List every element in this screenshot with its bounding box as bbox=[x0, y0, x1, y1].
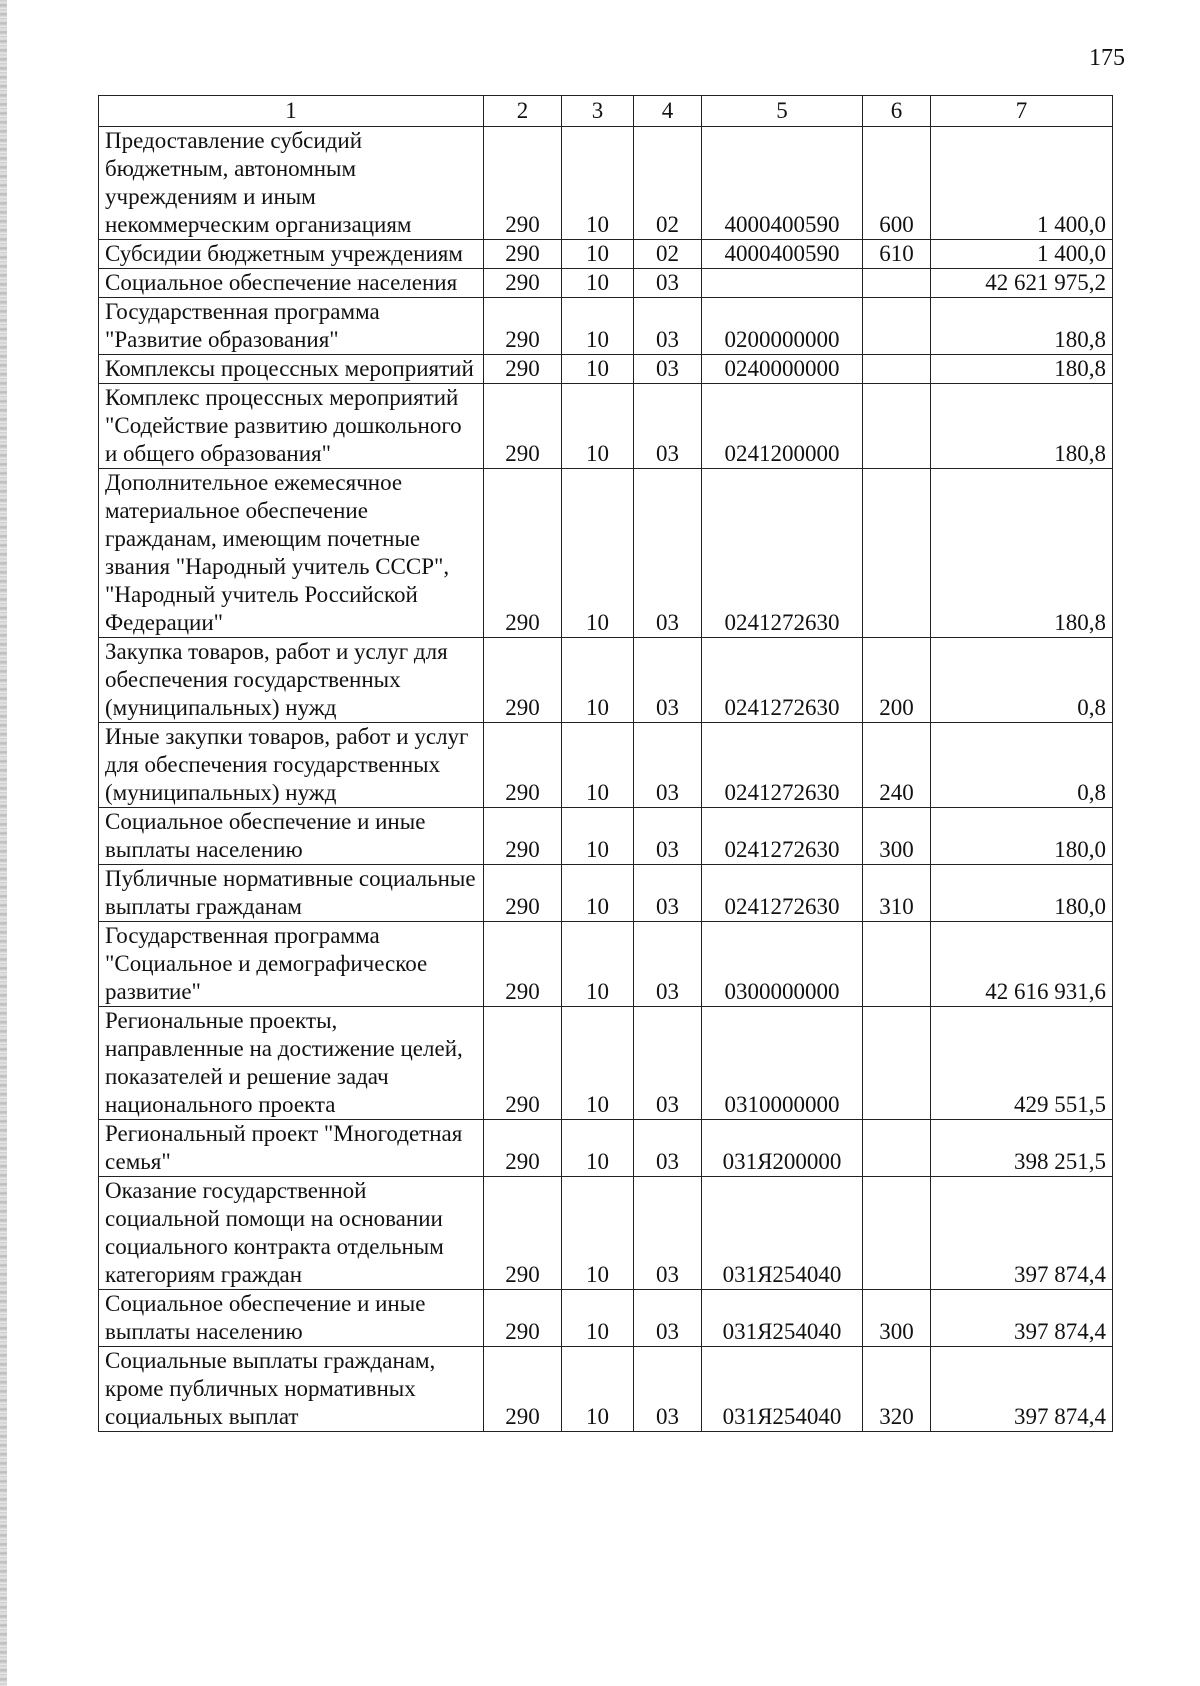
row-code-4-cell: 03 bbox=[634, 865, 702, 922]
row-name-cell: Государственная программа "Социальное и демографическое развитие" bbox=[99, 922, 484, 1007]
row-code-5-cell: 0200000000 bbox=[702, 298, 863, 355]
row-amount-cell: 0,8 bbox=[931, 723, 1113, 808]
table-row bbox=[99, 1120, 1113, 1177]
scan-edge-artifact bbox=[0, 0, 7, 1686]
row-code-3-cell: 10 bbox=[562, 1007, 634, 1120]
table-row bbox=[99, 723, 1113, 808]
row-code-4-cell: 03 bbox=[634, 1007, 702, 1120]
row-code-2-cell: 290 bbox=[484, 469, 562, 638]
table-row bbox=[99, 1347, 1113, 1432]
row-code-3-cell: 10 bbox=[562, 865, 634, 922]
header-col-4: 4 bbox=[634, 96, 702, 127]
row-code-6-cell: 610 bbox=[863, 240, 931, 269]
row-name-cell: Закупка товаров, работ и услуг для обеспечения государственных (муниципальных) нужд bbox=[99, 638, 484, 723]
table-body bbox=[99, 127, 1113, 1432]
row-code-4-cell: 03 bbox=[634, 469, 702, 638]
row-code-5-cell: 031Я254040 bbox=[702, 1347, 863, 1432]
row-code-6-cell bbox=[863, 1007, 931, 1120]
row-code-4-cell: 03 bbox=[634, 269, 702, 298]
row-code-6-cell: 310 bbox=[863, 865, 931, 922]
row-code-5-cell: 031Я254040 bbox=[702, 1177, 863, 1290]
row-name-cell: Иные закупки товаров, работ и услуг для обеспечения государственных (муниципальных) нужд bbox=[99, 723, 484, 808]
row-amount-cell: 180,8 bbox=[931, 355, 1113, 384]
row-code-2-cell: 290 bbox=[484, 240, 562, 269]
row-code-2-cell: 290 bbox=[484, 355, 562, 384]
row-code-5-cell: 4000400590 bbox=[702, 127, 863, 240]
row-amount-cell: 180,8 bbox=[931, 384, 1113, 469]
table-row bbox=[99, 1007, 1113, 1120]
table-row bbox=[99, 865, 1113, 922]
row-code-5-cell: 0240000000 bbox=[702, 355, 863, 384]
row-amount-cell: 397 874,4 bbox=[931, 1177, 1113, 1290]
row-code-6-cell: 200 bbox=[863, 638, 931, 723]
table-row bbox=[99, 298, 1113, 355]
row-code-3-cell: 10 bbox=[562, 1347, 634, 1432]
row-name-cell: Социальное обеспечение и иные выплаты населению bbox=[99, 1290, 484, 1347]
row-code-6-cell: 240 bbox=[863, 723, 931, 808]
row-amount-cell: 429 551,5 bbox=[931, 1007, 1113, 1120]
row-code-6-cell: 300 bbox=[863, 808, 931, 865]
row-code-3-cell: 10 bbox=[562, 808, 634, 865]
row-code-3-cell: 10 bbox=[562, 1177, 634, 1290]
page-number: 175 bbox=[1089, 45, 1125, 71]
header-col-6: 6 bbox=[863, 96, 931, 127]
row-code-5-cell: 0241272630 bbox=[702, 808, 863, 865]
row-code-4-cell: 03 bbox=[634, 1120, 702, 1177]
row-code-3-cell: 10 bbox=[562, 1290, 634, 1347]
row-code-3-cell: 10 bbox=[562, 723, 634, 808]
row-code-3-cell: 10 bbox=[562, 269, 634, 298]
row-name-cell: Социальные выплаты гражданам, кроме публичных нормативных социальных выплат bbox=[99, 1347, 484, 1432]
row-code-3-cell: 10 bbox=[562, 1120, 634, 1177]
row-amount-cell: 398 251,5 bbox=[931, 1120, 1113, 1177]
row-amount-cell: 397 874,4 bbox=[931, 1290, 1113, 1347]
row-code-4-cell: 03 bbox=[634, 922, 702, 1007]
row-code-5-cell: 0241200000 bbox=[702, 384, 863, 469]
row-code-5-cell: 0241272630 bbox=[702, 638, 863, 723]
row-code-2-cell: 290 bbox=[484, 922, 562, 1007]
header-col-3: 3 bbox=[562, 96, 634, 127]
header-col-5: 5 bbox=[702, 96, 863, 127]
header-col-2: 2 bbox=[484, 96, 562, 127]
row-code-4-cell: 03 bbox=[634, 638, 702, 723]
row-code-4-cell: 03 bbox=[634, 1290, 702, 1347]
table-row bbox=[99, 808, 1113, 865]
row-code-2-cell: 290 bbox=[484, 638, 562, 723]
row-code-4-cell: 03 bbox=[634, 723, 702, 808]
table-row bbox=[99, 638, 1113, 723]
row-code-2-cell: 290 bbox=[484, 269, 562, 298]
row-name-cell: Региональные проекты, направленные на достижение целей, показателей и решение задач национального проекта bbox=[99, 1007, 484, 1120]
row-code-6-cell bbox=[863, 384, 931, 469]
row-amount-cell: 42 621 975,2 bbox=[931, 269, 1113, 298]
row-code-3-cell: 10 bbox=[562, 469, 634, 638]
row-code-3-cell: 10 bbox=[562, 298, 634, 355]
table-row bbox=[99, 1177, 1113, 1290]
table-row bbox=[99, 269, 1113, 298]
table-row bbox=[99, 127, 1113, 240]
row-code-5-cell: 0241272630 bbox=[702, 865, 863, 922]
row-code-6-cell bbox=[863, 1120, 931, 1177]
row-code-2-cell: 290 bbox=[484, 865, 562, 922]
row-code-4-cell: 03 bbox=[634, 1347, 702, 1432]
row-code-5-cell: 0310000000 bbox=[702, 1007, 863, 1120]
row-code-2-cell: 290 bbox=[484, 127, 562, 240]
row-code-6-cell bbox=[863, 355, 931, 384]
row-code-6-cell bbox=[863, 922, 931, 1007]
row-amount-cell: 180,8 bbox=[931, 298, 1113, 355]
row-code-2-cell: 290 bbox=[484, 298, 562, 355]
row-code-4-cell: 02 bbox=[634, 240, 702, 269]
row-code-2-cell: 290 bbox=[484, 1347, 562, 1432]
row-name-cell: Публичные нормативные социальные выплаты гражданам bbox=[99, 865, 484, 922]
row-code-3-cell: 10 bbox=[562, 240, 634, 269]
row-amount-cell: 180,0 bbox=[931, 865, 1113, 922]
row-name-cell: Дополнительное ежемесячное материальное обеспечение гражданам, имеющим почетные звания "Народный учитель СССР", "Народный учитель Российской Федерации" bbox=[99, 469, 484, 638]
budget-table bbox=[98, 95, 1113, 1432]
row-code-3-cell: 10 bbox=[562, 355, 634, 384]
row-name-cell: Субсидии бюджетным учреждениям bbox=[99, 240, 484, 269]
row-name-cell: Государственная программа "Развитие образования" bbox=[99, 298, 484, 355]
table-row bbox=[99, 240, 1113, 269]
header-row bbox=[99, 96, 1113, 127]
row-amount-cell: 1 400,0 bbox=[931, 127, 1113, 240]
table-row bbox=[99, 922, 1113, 1007]
row-code-2-cell: 290 bbox=[484, 384, 562, 469]
row-amount-cell: 180,8 bbox=[931, 469, 1113, 638]
row-amount-cell: 1 400,0 bbox=[931, 240, 1113, 269]
row-name-cell: Комплекс процессных мероприятий "Содействие развитию дошкольного и общего образования" bbox=[99, 384, 484, 469]
table-row bbox=[99, 384, 1113, 469]
header-col-7: 7 bbox=[931, 96, 1113, 127]
table-row bbox=[99, 469, 1113, 638]
row-code-3-cell: 10 bbox=[562, 384, 634, 469]
row-code-5-cell: 0241272630 bbox=[702, 469, 863, 638]
table-row bbox=[99, 1290, 1113, 1347]
table-row bbox=[99, 355, 1113, 384]
row-code-2-cell: 290 bbox=[484, 808, 562, 865]
row-amount-cell: 0,8 bbox=[931, 638, 1113, 723]
row-code-2-cell: 290 bbox=[484, 723, 562, 808]
row-amount-cell: 397 874,4 bbox=[931, 1347, 1113, 1432]
row-code-6-cell: 320 bbox=[863, 1347, 931, 1432]
row-code-4-cell: 02 bbox=[634, 127, 702, 240]
row-code-6-cell: 300 bbox=[863, 1290, 931, 1347]
row-code-5-cell: 0300000000 bbox=[702, 922, 863, 1007]
row-code-2-cell: 290 bbox=[484, 1290, 562, 1347]
row-name-cell: Предоставление субсидий бюджетным, автономным учреждениям и иным некоммерческим организациям bbox=[99, 127, 484, 240]
row-name-cell: Социальное обеспечение и иные выплаты населению bbox=[99, 808, 484, 865]
row-code-6-cell bbox=[863, 469, 931, 638]
row-amount-cell: 180,0 bbox=[931, 808, 1113, 865]
row-code-6-cell bbox=[863, 269, 931, 298]
row-name-cell: Оказание государственной социальной помощи на основании социального контракта отдельным категориям граждан bbox=[99, 1177, 484, 1290]
header-col-1: 1 bbox=[99, 96, 484, 127]
row-code-4-cell: 03 bbox=[634, 384, 702, 469]
row-code-5-cell: 4000400590 bbox=[702, 240, 863, 269]
row-code-5-cell: 031Я200000 bbox=[702, 1120, 863, 1177]
row-code-5-cell bbox=[702, 269, 863, 298]
row-name-cell: Комплексы процессных мероприятий bbox=[99, 355, 484, 384]
row-code-2-cell: 290 bbox=[484, 1120, 562, 1177]
row-code-6-cell: 600 bbox=[863, 127, 931, 240]
row-amount-cell: 42 616 931,6 bbox=[931, 922, 1113, 1007]
row-name-cell: Социальное обеспечение населения bbox=[99, 269, 484, 298]
row-code-3-cell: 10 bbox=[562, 638, 634, 723]
row-code-5-cell: 031Я254040 bbox=[702, 1290, 863, 1347]
row-code-2-cell: 290 bbox=[484, 1007, 562, 1120]
row-code-2-cell: 290 bbox=[484, 1177, 562, 1290]
row-code-4-cell: 03 bbox=[634, 298, 702, 355]
row-code-4-cell: 03 bbox=[634, 1177, 702, 1290]
row-code-3-cell: 10 bbox=[562, 127, 634, 240]
row-code-4-cell: 03 bbox=[634, 808, 702, 865]
row-code-3-cell: 10 bbox=[562, 922, 634, 1007]
table-header bbox=[99, 96, 1113, 127]
row-code-4-cell: 03 bbox=[634, 355, 702, 384]
row-code-5-cell: 0241272630 bbox=[702, 723, 863, 808]
row-name-cell: Региональный проект "Многодетная семья" bbox=[99, 1120, 484, 1177]
row-code-6-cell bbox=[863, 1177, 931, 1290]
row-code-6-cell bbox=[863, 298, 931, 355]
